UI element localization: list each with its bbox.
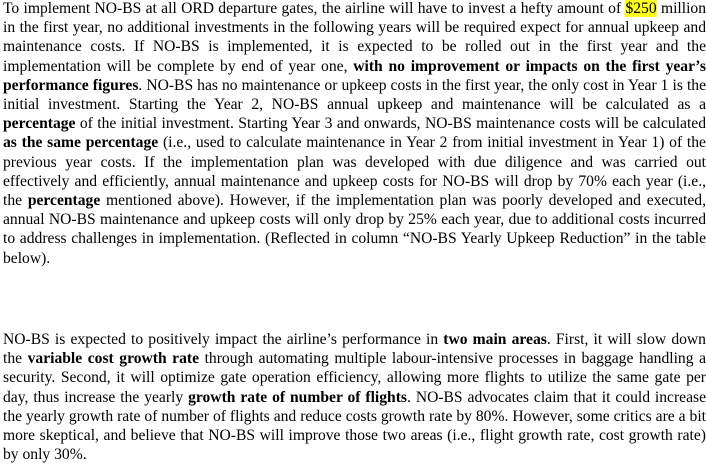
bold-text-run: as the same percentage xyxy=(3,134,159,152)
text-run: of the initial investment. Starting Year 3 and onwards, NO-BS maintenance costs will be calculated xyxy=(75,115,706,133)
text-run: NO-BS is expected to positively impact the airline’s performance in xyxy=(3,331,444,348)
highlighted-amount: $250 xyxy=(625,0,657,17)
bold-text-run: variable cost growth rate xyxy=(27,350,200,368)
paragraph-impact xyxy=(3,330,706,464)
text-run: (i.e., used to calculate maintenance in Year 2 from initial investment in Year 1) of the previous year costs. If the implementation plan was developed with due diligence and was carried out effectively and efficiently, annual maintenance and upkeep costs for NO-BS will drop by 70% each year (i.e., the xyxy=(3,134,706,210)
bold-text-run: two main areas xyxy=(443,331,547,348)
text-run: . First, it will slow down the xyxy=(3,331,706,368)
bold-text-run: percentage xyxy=(3,115,76,133)
text-run: mentioned above). However, if the implementation plan was poorly developed and executed, annual NO-BS maintenance and upkeep costs will only drop by 25% each year, due to additional costs incurred to address challenges in implementation. (Reflected in column “NO-BS Yearly Upkeep Reduction” in the table below). xyxy=(3,192,706,267)
text-run: To implement NO-BS at all ORD departure gates, the airline will have to invest a hefty amount of xyxy=(3,0,626,17)
text-run: . NO-BS has no maintenance or upkeep costs in the first year, the only cost in Year 1 is the initial investment. Starting the Year 2, NO-BS annual upkeep and maintenance will be calculated as a xyxy=(3,76,706,114)
paragraph-investment xyxy=(3,0,706,268)
bold-text-run: with no improvement or impacts on the first year’s performance figures xyxy=(3,57,706,94)
text-run: million in the first year, no additional investments in the following years will be required expect for annual upkeep and maintenance costs. If NO-BS is implemented, it is expected to be rolled out in the first year and the implementation will be complete by end of year one, xyxy=(3,0,706,75)
text-run: through automating multiple labour-intensive processes in baggage handling a security. Second, it will optimize gate operation efficiency, allowing more flights to utilize the same gate per day, thus increase the yearly xyxy=(3,350,706,406)
text-run: . NO-BS advocates claim that it could increase the yearly growth rate of number of flights and reduce costs growth rate by 80%. However, some critics are a bit more skeptical, and believe that NO-BS will improve those two areas (i.e., flight growth rate, cost growth rate) by only 30%. xyxy=(3,388,706,464)
bold-text-run: growth rate of number of flights xyxy=(188,388,407,406)
bold-text-run: percentage xyxy=(27,192,101,210)
